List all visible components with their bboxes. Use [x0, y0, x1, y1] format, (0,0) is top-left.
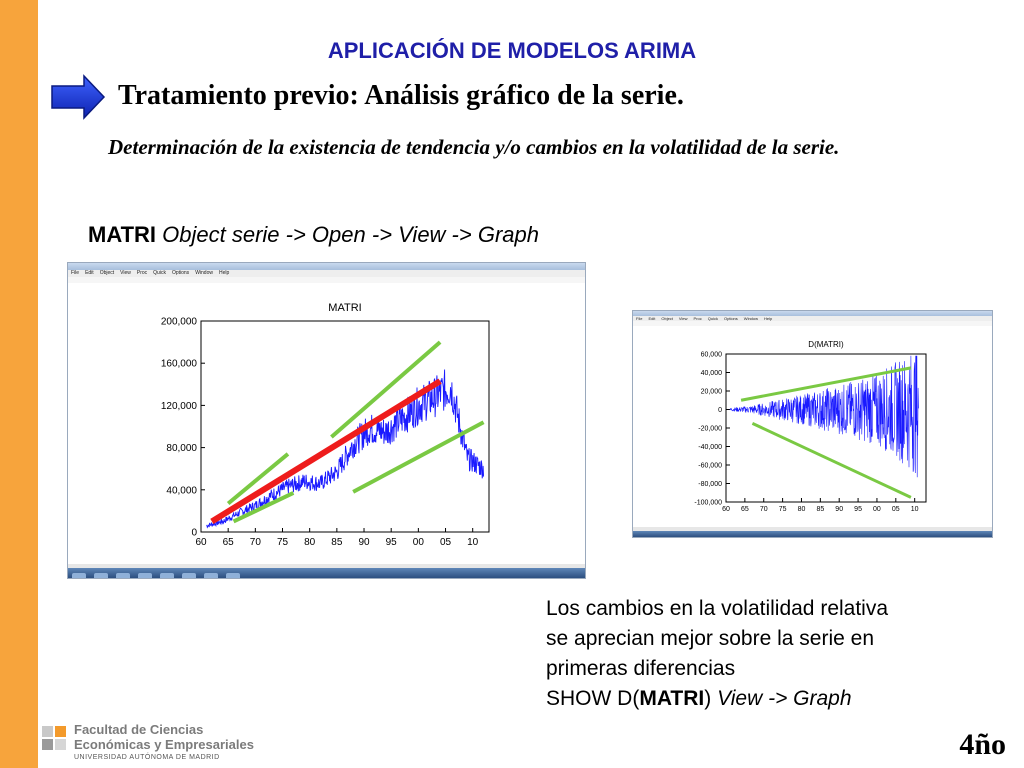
- x-tick-label: 75: [276, 537, 289, 548]
- note-command-object: MATRI: [639, 687, 705, 710]
- slide-heading: Tratamiento previo: Análisis gráfico de la serie.: [118, 80, 684, 111]
- menu-item-proc[interactable]: Proc: [136, 270, 148, 276]
- faculty-logo-mark-icon: [42, 726, 66, 750]
- taskbar: [68, 568, 585, 578]
- menu-item-file[interactable]: File: [71, 270, 80, 276]
- note-line: Los cambios en la volatilidad relativa: [546, 597, 889, 620]
- matri-chart: [68, 283, 585, 564]
- y-tick-label: -60,000: [698, 462, 722, 470]
- x-tick-label: 05: [891, 506, 900, 514]
- note-command-prefix: SHOW D(: [546, 687, 640, 710]
- taskbar-app-icon[interactable]: [226, 573, 240, 579]
- slide-title: APLICACIÓN DE MODELOS ARIMA: [327, 38, 697, 63]
- taskbar-start-icon[interactable]: [72, 573, 86, 579]
- x-tick-label: 90: [358, 537, 370, 548]
- y-tick-label: 40,000: [166, 485, 197, 497]
- y-tick-label: 0: [718, 406, 722, 414]
- menu-item-proc[interactable]: Proc: [693, 316, 702, 321]
- x-tick-label: 95: [854, 506, 862, 514]
- y-tick-label: 40,000: [700, 369, 722, 377]
- menu-item-options[interactable]: Options: [171, 270, 190, 276]
- menu-item-window[interactable]: Window: [743, 316, 759, 321]
- window-titlebar[interactable]: [68, 263, 585, 270]
- y-tick-label: -80,000: [698, 480, 722, 488]
- x-tick-label: 85: [331, 537, 343, 548]
- x-tick-label: 85: [816, 506, 825, 514]
- menu-item-quick[interactable]: Quick: [153, 270, 166, 276]
- x-tick-label: 70: [759, 506, 768, 514]
- x-tick-label: 10: [910, 506, 919, 514]
- command-object-name: MATRI: [88, 222, 157, 247]
- menu-item-help[interactable]: Help: [218, 270, 230, 276]
- dmatri-chart: [633, 326, 992, 527]
- graph-pane: [633, 326, 992, 527]
- x-tick-label: 70: [249, 537, 261, 548]
- logo-line-3: UNIVERSIDAD AUTÓNOMA DE MADRID: [74, 754, 220, 761]
- y-tick-label: 80,000: [166, 443, 197, 455]
- x-tick-label: 80: [304, 537, 316, 548]
- logo-line-2: Económicas y Empresariales: [74, 737, 254, 752]
- menu-item-window[interactable]: Window: [195, 270, 213, 276]
- eviews-window-matri[interactable]: [67, 262, 586, 579]
- x-tick-label: 60: [195, 537, 207, 548]
- logo-line-1: Facultad de Ciencias: [74, 722, 204, 737]
- taskbar-app-icon[interactable]: [182, 573, 196, 579]
- x-tick-label: 00: [412, 537, 424, 548]
- command-instruction: [88, 222, 539, 248]
- note-line: se aprecian mejor sobre la serie en: [546, 627, 875, 650]
- taskbar-app-icon[interactable]: [94, 573, 108, 579]
- note-line: primeras diferencias: [546, 657, 736, 680]
- x-tick-label: 05: [439, 537, 452, 548]
- chart-title: D(MATRI): [808, 340, 844, 349]
- x-tick-label: 95: [385, 537, 397, 548]
- x-tick-label: 65: [222, 537, 234, 548]
- taskbar: [633, 531, 992, 537]
- explanation-note: [546, 594, 986, 714]
- y-tick-label: -40,000: [698, 443, 722, 451]
- x-tick-label: 90: [835, 506, 844, 514]
- x-tick-label: 80: [797, 506, 806, 514]
- command-path: Object serie -> Open -> View -> Graph: [162, 222, 539, 247]
- slide-subtitle: Determinación de la existencia de tendencia y/o cambios en la volatilidad de la serie.: [108, 135, 840, 159]
- y-tick-label: 20,000: [700, 388, 722, 396]
- menu-item-options[interactable]: Options: [724, 316, 738, 321]
- window-menubar[interactable]: [68, 270, 585, 277]
- x-tick-label: 00: [873, 506, 881, 514]
- y-tick-label: 200,000: [160, 316, 197, 328]
- menu-item-view[interactable]: View: [120, 270, 131, 276]
- y-tick-label: 160,000: [160, 358, 197, 370]
- graph-pane: [68, 283, 585, 564]
- menu-item-edit[interactable]: Edit: [648, 316, 656, 321]
- note-command-suffix: ): [704, 687, 712, 710]
- menu-item-help[interactable]: Help: [764, 316, 773, 321]
- x-tick-label: 65: [740, 506, 749, 514]
- chart-title: MATRI: [328, 302, 362, 314]
- menu-item-file[interactable]: File: [636, 316, 643, 321]
- note-command-line: [546, 684, 986, 714]
- y-tick-label: 120,000: [160, 400, 197, 412]
- menu-item-quick[interactable]: Quick: [707, 316, 718, 321]
- note-command-path: View -> Graph: [717, 687, 852, 710]
- taskbar-app-icon[interactable]: [204, 573, 218, 579]
- menu-item-object[interactable]: Object: [661, 316, 673, 321]
- menu-item-edit[interactable]: Edit: [85, 270, 94, 276]
- x-tick-label: 10: [467, 537, 479, 548]
- left-accent-bar: [0, 0, 38, 768]
- y-tick-label: 0: [191, 527, 197, 539]
- taskbar-app-icon[interactable]: [116, 573, 130, 579]
- y-tick-label: -100,000: [694, 499, 722, 507]
- taskbar-app-icon[interactable]: [138, 573, 152, 579]
- y-tick-label: 60,000: [700, 351, 722, 359]
- arrow-right-icon: [50, 74, 106, 120]
- x-tick-label: 60: [722, 506, 730, 514]
- y-tick-label: -20,000: [698, 425, 722, 433]
- taskbar-app-icon[interactable]: [160, 573, 174, 579]
- page-number: 4ño: [959, 728, 1006, 761]
- menu-item-view[interactable]: View: [678, 316, 688, 321]
- x-tick-label: 75: [778, 506, 787, 514]
- eviews-window-dmatri[interactable]: [632, 310, 993, 538]
- menu-item-object[interactable]: Object: [99, 270, 115, 276]
